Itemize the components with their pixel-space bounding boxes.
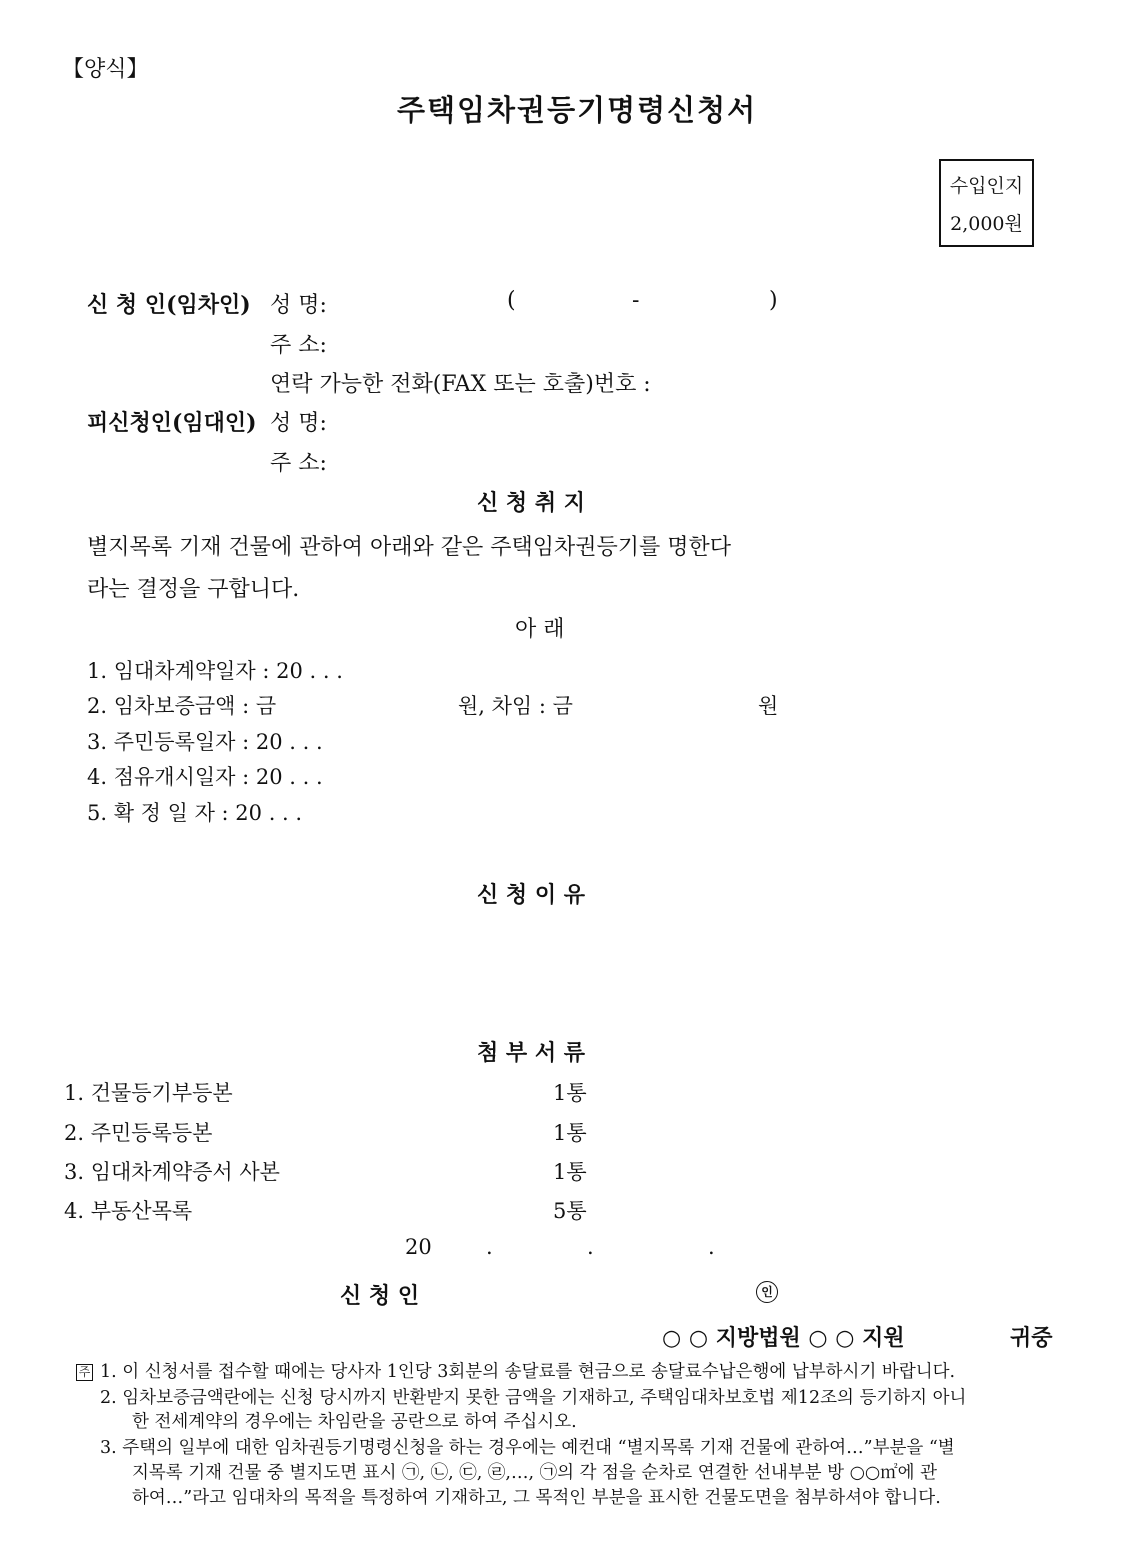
note-1: 1. 이 신청서를 접수할 때에는 당사자 1인당 3회분의 송달료를 현금으로 송달료수납은행에 납부하시기 바랍니다.: [100, 1362, 956, 1382]
note-2b: 한 전세계약의 경우에는 차임란을 공란으로 하여 주십시오.: [132, 1412, 577, 1432]
respondent-label: 피신청인(임대인): [87, 410, 257, 436]
purpose-heading: 신 청 취 지: [477, 490, 585, 516]
below-heading: 아 래: [515, 617, 565, 642]
id-open-paren: (: [507, 288, 516, 313]
note-3b: 지목록 기재 건물 중 별지도면 표시 ㉠, ㉡, ㉢, ㉣,…, ㉠의 각 점을 순차로 연결한 선내부분 방 ○○㎡에 관: [132, 1463, 938, 1483]
stamp-line1: 수입인지: [949, 175, 1024, 197]
document-title: 주택임차권등기명령신청서: [397, 93, 758, 127]
attachment-count: 5통: [553, 1199, 587, 1223]
date-dot: .: [708, 1235, 715, 1259]
note-marker-icon: [76, 1361, 93, 1381]
form-label: 【양식】: [62, 57, 149, 82]
attachment-name: 4. 부동산목록: [64, 1199, 193, 1223]
signer-label: 신 청 인: [340, 1283, 420, 1309]
court-name: ○ ○ 지방법원 ○ ○ 지원: [662, 1325, 905, 1351]
attachment-count: 1통: [553, 1081, 587, 1105]
applicant-label: 신 청 인(임차인): [87, 292, 251, 318]
respondent-address-label: 주 소:: [270, 451, 327, 476]
date-dot: .: [486, 1235, 493, 1259]
item-registration-date: 3. 주민등록일자 : 20 . . .: [87, 730, 323, 754]
id-dash: -: [632, 288, 640, 313]
item-deposit: 2. 임차보증금액 : 금: [87, 694, 277, 718]
applicant-phone-label: 연락 가능한 전화(FAX 또는 호출)번호 :: [270, 372, 651, 397]
seal-icon: [756, 1281, 778, 1303]
attachment-count: 1통: [553, 1121, 587, 1145]
revenue-stamp-box: [939, 159, 1034, 247]
attachments-heading: 첨 부 서 류: [477, 1040, 585, 1066]
applicant-address-label: 주 소:: [270, 333, 327, 358]
court-suffix: 귀중: [1010, 1325, 1053, 1351]
attachment-name: 3. 임대차계약증서 사본: [64, 1160, 280, 1184]
applicant-name-label: 성 명:: [270, 293, 327, 318]
note-2a: 2. 임차보증금액란에는 신청 당시까지 반환받지 못한 금액을 기재하고, 주택임대차보호법 제12조의 등기하지 아니: [100, 1388, 967, 1408]
note-3a: 3. 주택의 일부에 대한 임차권등기명령신청을 하는 경우에는 예컨대 “별지목록 기재 건물에 관하여…”부분을 “별: [100, 1438, 955, 1458]
date-dot: .: [587, 1235, 594, 1259]
reason-heading: 신 청 이 유: [477, 882, 585, 908]
id-close-paren: ): [769, 288, 778, 313]
respondent-name-label: 성 명:: [270, 411, 327, 436]
stamp-line2: 2,000원: [950, 213, 1023, 235]
purpose-line1: 별지목록 기재 건물에 관하여 아래와 같은 주택임차권등기를 명한다: [87, 535, 732, 560]
item-fixed-date: 5. 확 정 일 자 : 20 . . .: [87, 801, 303, 825]
item-rent: 원, 차임 : 금: [458, 694, 573, 718]
note-marker: 주: [76, 1364, 93, 1381]
note-3c: 하여…”라고 임대차의 목적을 특정하여 기재하고, 그 목적인 부분을 표시한 건물도면을 첨부하셔야 합니다.: [132, 1488, 941, 1508]
purpose-line2: 라는 결정을 구합니다.: [87, 577, 300, 602]
item-lease-date: 1. 임대차계약일자 : 20 . . .: [87, 659, 343, 683]
item-occupancy-date: 4. 점유개시일자 : 20 . . .: [87, 765, 323, 789]
attachment-name: 1. 건물등기부등본: [64, 1081, 233, 1105]
attachment-count: 1통: [553, 1160, 587, 1184]
item-rent-unit: 원: [758, 694, 779, 718]
seal-mark: 인: [756, 1281, 778, 1303]
date-year: 20: [405, 1235, 432, 1259]
attachment-name: 2. 주민등록등본: [64, 1121, 213, 1145]
